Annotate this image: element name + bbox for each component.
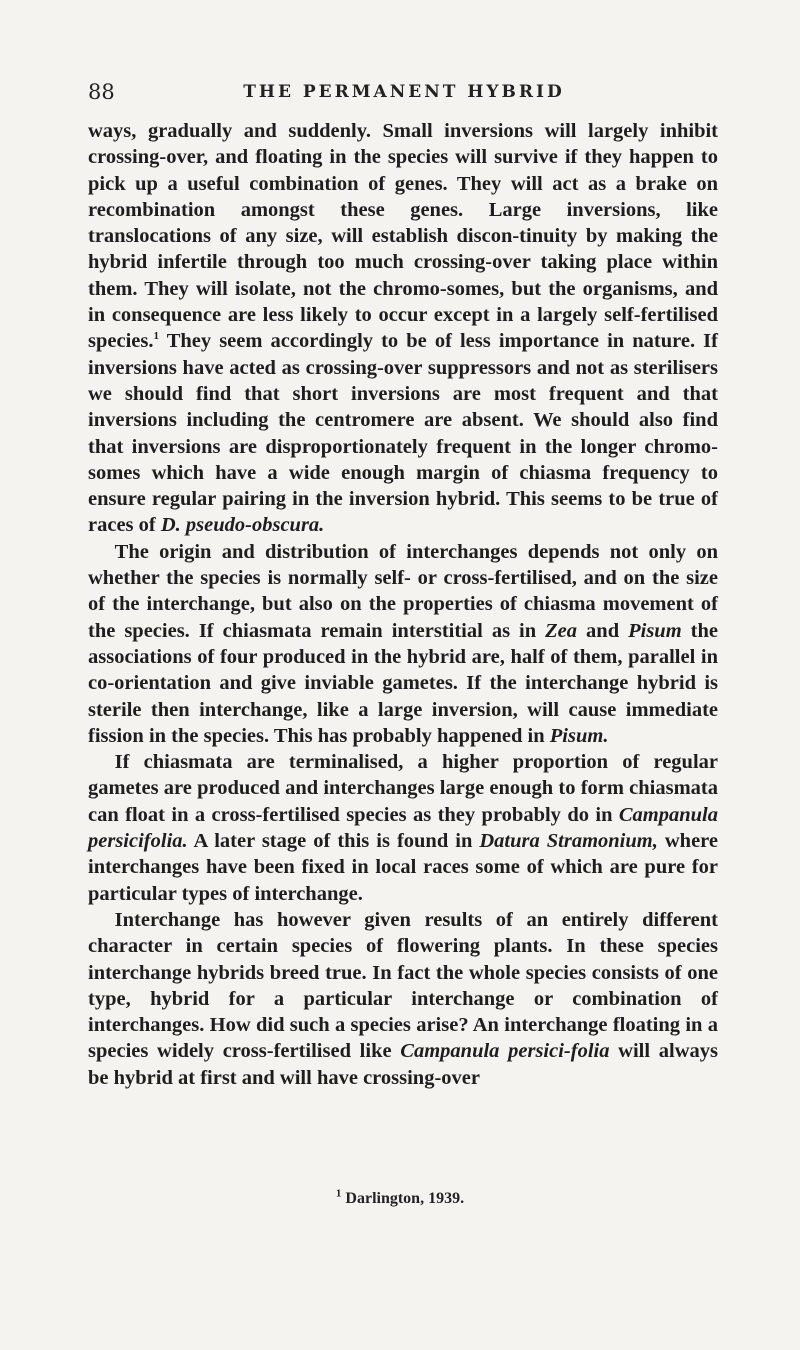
footnote-text: Darlington, 1939. [345, 1190, 465, 1207]
text-run: will always be hybrid at first and will have crossing-over [88, 1040, 718, 1089]
page-number: 88 [88, 80, 115, 104]
paragraph [88, 907, 718, 1091]
text-run: The origin and distribution of interchanges depends not only on whether the species is normally self- or cross-fertilised, and on the size of the interchange, but also on the properties of chiasma movement of the species. If chiasmata remain interstitial as in [88, 540, 718, 642]
text-run: They seem accordingly to be of less importance in nature. If inversions have acted as crossing-over suppressors and not as sterilisers we should find that short inversions are most frequent and that inversions including the centromere are absent. We should also find that inversions are disproportionately frequent in the longer chromo-somes which have a wide enough margin of chiasma frequency to ensure regular pairing in the inversion hybrid. This seems to be true of races of [88, 330, 718, 537]
text-run: A later stage of this is found in [187, 830, 480, 853]
footnote-reference: 1 [153, 330, 159, 343]
italic-text: Campanula persicifolia. [88, 803, 718, 853]
text-run: Interchange has however given results of an entirely different character in certain species of flowering plants. In these species interchange hybrids breed true. In fact the whole species consists of one type, hybrid for a particular interchange or combination of interchanges. How did such a species arise? An interchange floating in a species widely cross-fertilised like [88, 908, 718, 1063]
paragraph [88, 118, 718, 539]
text-run: the associations of four produced in the hybrid are, half of them, parallel in co-orientation and give inviable gametes. If the interchange hybrid is sterile then interchange, like a large inversion, will cause immediate fission in the species. This has probably happened in [88, 619, 718, 747]
running-head: THE PERMANENT HYBRID [243, 82, 565, 102]
italic-text: Pisum. [549, 724, 609, 747]
italic-text: Pisum [628, 619, 682, 642]
paragraph [88, 539, 718, 749]
page-header [88, 80, 720, 110]
text-run: If chiasmata are terminalised, a higher proportion of regular gametes are produced and interchanges large enough to form chiasmata can float in a cross-fertilised species as they probably do in [88, 751, 718, 826]
italic-text: D. pseudo-obscura. [160, 514, 325, 537]
paragraph [88, 749, 718, 907]
italic-text: Zea [545, 619, 578, 642]
text-run: where interchanges have been fixed in local races some of which are pure for particular types of interchange. [88, 830, 718, 905]
italic-text: Datura Stramonium, [479, 830, 658, 853]
text-run: ways, gradually and suddenly. Small inversions will largely inhibit crossing-over, and floating in the species will survive if they happen to pick up a useful combination of genes. They will act as a brake on recombination amongst these genes. Large inversions, like translocations of any size, will establish discon-tinuity by making the hybrid infertile through too much crossing-over taking place within them. They will isolate, not the chromo-somes, but the organisms, and in consequence are less likely to occur except in a largely self-fertilised species. [88, 120, 718, 353]
body-text [88, 118, 718, 1091]
footnote [0, 1187, 800, 1208]
footnote-marker: 1 [335, 1187, 342, 1200]
italic-text: Campanula persici-folia [400, 1040, 610, 1063]
text-run: and [577, 619, 629, 642]
